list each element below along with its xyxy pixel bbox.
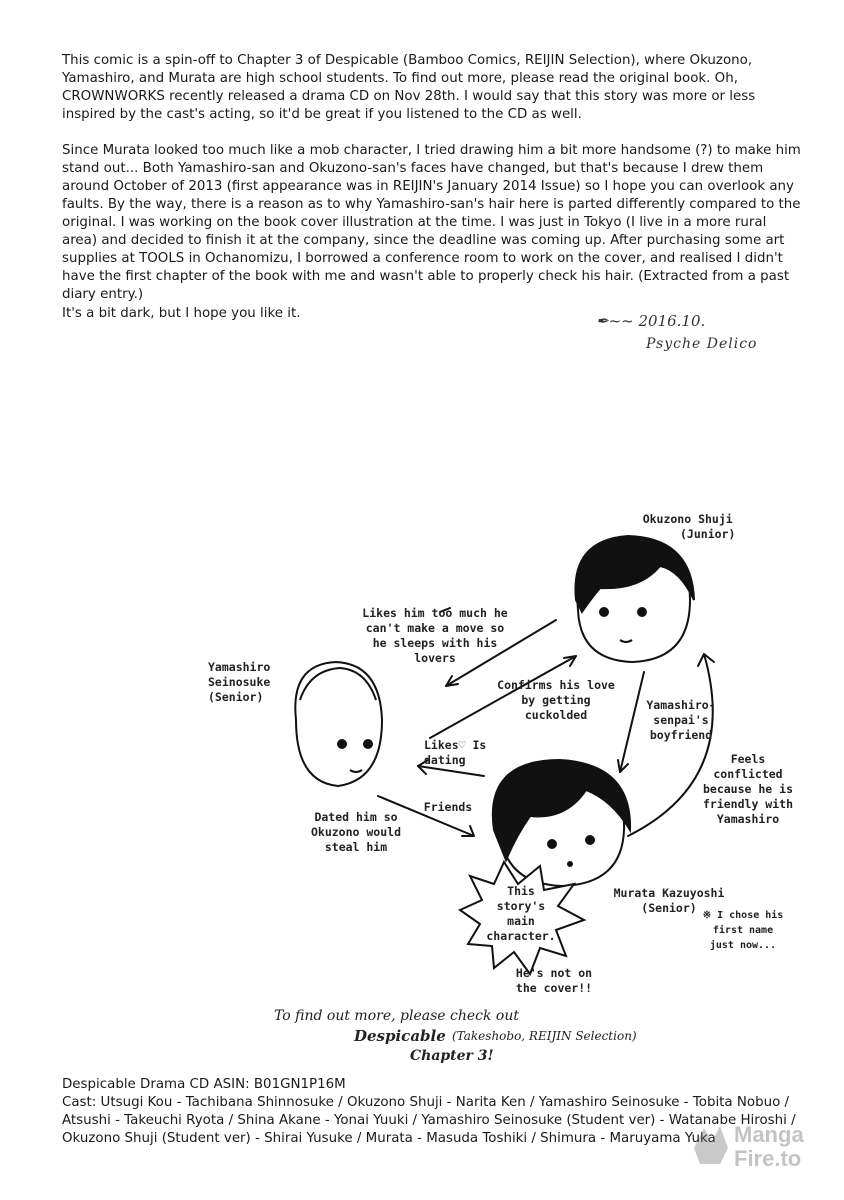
promo-publisher: (Takeshobo, REIJIN Selection) <box>452 1029 637 1043</box>
afterword-text: Since Murata looked too much like a mob character, I tried drawing him a bit more handsome (?) to make him stand out... Both Yamashiro-san and Okuzono-san's faces have changed, but that's because I drew them around October of 2013 (first appearance was in REIJIN's January 2014 Issue) so I hope you can overlook any faults. By the way, there is a reason as to why Yamashiro-san's hair here is parted differently compared to the original. I was working on the book cover illustration at the time. I was just in Tokyo (I live in a more rural area) and decided to finish it at the company, since the deadline was coming up. After purchasing some art supplies at TOOLS in Ochanomizu, I borrowed a conference room to work on the cover, and realised I didn't have the first chapter of the book with me and wasn't able to properly check his hair. (Extracted from a past diary entry.) <box>62 143 801 302</box>
signature-scribble: ✒~~ <box>596 312 639 330</box>
watermark-logo-icon <box>690 1118 730 1168</box>
note-dated: Dated him so Okuzono would steal him <box>310 810 401 854</box>
credits-line: Despicable Drama CD ASIN: B01GN1P16M <box>62 1077 346 1092</box>
note-friends: Friends <box>423 800 473 814</box>
okuzono-portrait <box>575 536 694 662</box>
murata-portrait <box>493 760 630 886</box>
label-murata: Murata Kazuyoshi (Senior) <box>613 886 725 915</box>
promo-line: To find out more, please check out <box>274 1008 519 1024</box>
note-likes-too-much: Likes him too much he can't make a move so he sleeps with his lovers <box>362 606 508 665</box>
afterword-text: This comic is a spin-off to Chapter 3 of Despicable (Bamboo Comics, REIJIN Selection), where Okuzono, Yamashiro, and Murata are high school students. To find out more, please read the original book. Oh, CROWNWORKS recently released a drama CD on Nov 28th. I would say that this story was more or less inspired by the cast's acting, so it'd be great if you listened to the CD as well. <box>62 53 756 122</box>
note-conflicted: Feels conflicted because he is friendly with Yamashiro <box>702 752 793 826</box>
note-not-on-cover: He's not on the cover!! <box>515 966 593 995</box>
note-main-character: This story's main character. <box>486 884 556 943</box>
watermark-line-2: Fire.to <box>734 1146 802 1171</box>
drama-cd-credits <box>62 1076 796 1148</box>
label-yamashiro: Yamashiro Seinosuke (Senior) <box>208 660 271 704</box>
promo-chapter: Chapter 3! <box>410 1048 494 1064</box>
signature-name: Psyche Delico <box>646 336 758 352</box>
credits-line: Okuzono Shuji (Student ver) - Shirai Yusuke / Murata - Masuda Toshiki / Shimura - Maruyama Yuka <box>62 1131 716 1146</box>
note-boyfriend: Yamashiro-senpai's boyfriend <box>646 698 716 742</box>
signature-date: ✒~~ 2016.10. <box>596 312 706 330</box>
site-watermark <box>690 1118 820 1174</box>
afterword-text: It's a bit dark, but I hope you like it. <box>62 306 301 321</box>
yamashiro-portrait <box>295 662 382 786</box>
promo-title: Despicable <box>354 1027 446 1045</box>
label-okuzono: Okuzono Shuji (Junior) <box>642 512 736 541</box>
credits-line: Atsushi - Takeuchi Ryota / Shina Akane - Yonai Yuuki / Yamashiro Seinosuke (Student ver) - Watanabe Hiroshi / <box>62 1113 796 1128</box>
credits-line: Cast: Utsugi Kou - Tachibana Shinnosuke / Okuzono Shuji - Narita Ken / Yamashiro Seinosuke - Tobita Nobuo / <box>62 1095 790 1110</box>
note-confirms-love: Confirms his love by getting cuckolded <box>497 678 615 722</box>
note-likes-dating: Likes♡ Is dating <box>424 738 487 767</box>
watermark-line-1: Manga <box>734 1122 804 1147</box>
note-chose-name: ※ I chose his first name just now... <box>702 910 784 951</box>
